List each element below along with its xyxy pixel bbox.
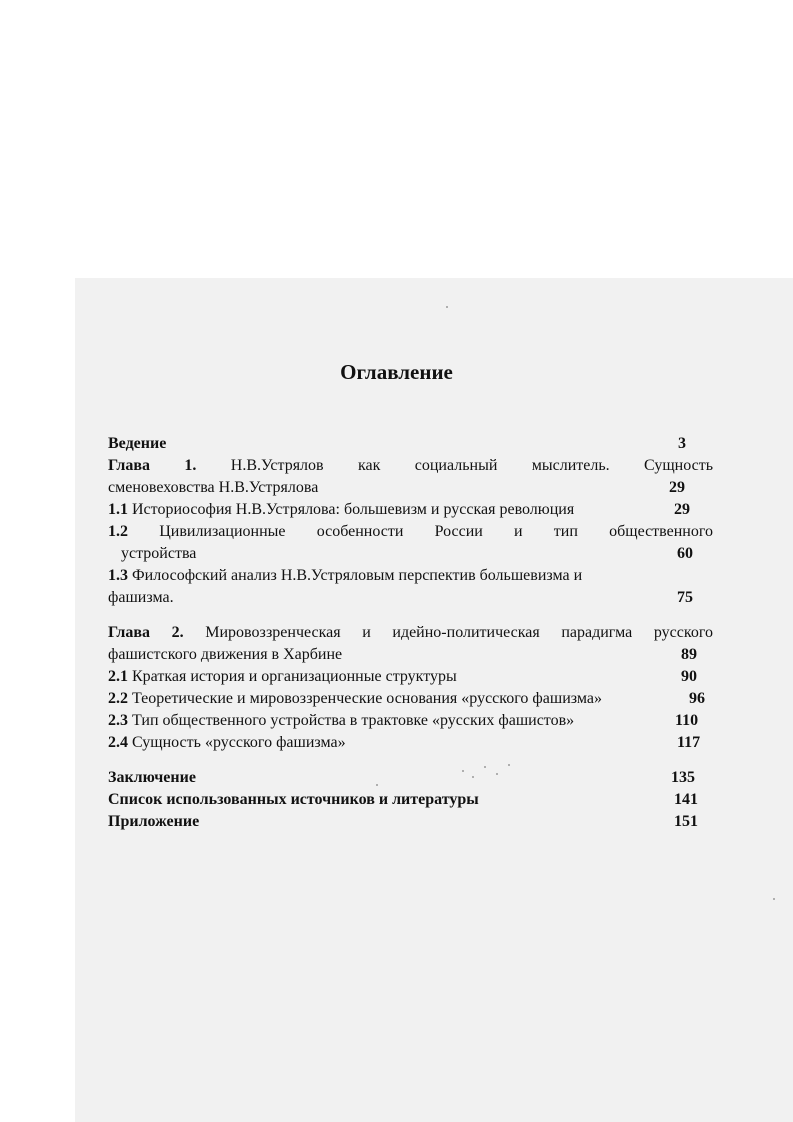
- toc-section-number: 1.1: [108, 501, 128, 518]
- toc-page-number: 29: [669, 479, 685, 496]
- toc-entry-appendix[interactable]: [108, 811, 713, 833]
- toc-label: Приложение: [108, 813, 200, 830]
- toc-text: устройства: [121, 545, 197, 562]
- toc-page-number: 96: [689, 690, 705, 707]
- page-title: Оглавление: [340, 360, 453, 384]
- toc-text: Философский анализ Н.В.Устряловым перспектив большевизма и: [132, 567, 583, 584]
- toc-entry-chapter-1[interactable]: [108, 455, 713, 499]
- toc-line: [108, 543, 713, 565]
- toc-page-number: 75: [677, 589, 693, 606]
- toc-text: фашизма.: [108, 589, 174, 606]
- toc-text: Цивилизационные особенности России и тип общественного: [159, 523, 714, 540]
- toc-entry-conclusion[interactable]: [108, 767, 713, 789]
- toc-page-number: 117: [677, 734, 701, 751]
- toc-entry-intro[interactable]: [108, 433, 713, 455]
- toc-page-number: 29: [674, 501, 690, 518]
- toc-section-number: 2.4: [108, 734, 128, 751]
- toc-section-number: 2.2: [108, 690, 128, 707]
- toc-text: Мировоззренческая и идейно-политическая парадигма русского: [205, 624, 713, 641]
- toc-entry-section-2-1[interactable]: [108, 666, 713, 688]
- toc-line: [108, 521, 713, 543]
- toc-section-number: 2.3: [108, 712, 128, 729]
- toc-line: [108, 622, 713, 644]
- toc-text: Краткая история и организационные структуры: [132, 668, 457, 685]
- table-of-contents: [108, 433, 713, 833]
- toc-section-number: 1.2: [108, 523, 128, 540]
- toc-line: [108, 477, 713, 499]
- scan-speck: [496, 773, 498, 775]
- toc-text: Н.В.Устрялов как социальный мыслитель. Сущность: [230, 457, 713, 474]
- toc-entry-section-2-4[interactable]: [108, 732, 713, 754]
- toc-page-number: 89: [681, 646, 697, 663]
- toc-page-number: 135: [671, 769, 695, 786]
- toc-page-number: 110: [675, 712, 699, 729]
- scan-speck: [472, 776, 474, 778]
- toc-page-number: 141: [674, 791, 698, 808]
- toc-label: Заключение: [108, 769, 196, 786]
- toc-entry-section-2-3[interactable]: [108, 710, 713, 732]
- toc-page-number: 151: [674, 813, 698, 830]
- toc-label: Глава 1.: [108, 457, 197, 474]
- toc-label: Список использованных источников и литературы: [108, 791, 479, 808]
- toc-text: Тип общественного устройства в трактовке «русских фашистов»: [132, 712, 575, 729]
- toc-entry-section-1-3[interactable]: [108, 565, 713, 609]
- toc-line: [108, 587, 713, 609]
- toc-entry-sources[interactable]: [108, 789, 713, 811]
- toc-line: [108, 644, 713, 666]
- toc-page-number: 90: [681, 668, 697, 685]
- toc-entry-section-2-2[interactable]: [108, 688, 713, 710]
- scan-speck: [462, 770, 464, 772]
- scan-speck: [376, 784, 378, 786]
- scan-speck: [508, 764, 510, 766]
- toc-text: Теоретические и мировоззренческие основания «русского фашизма»: [132, 690, 602, 707]
- scan-speck: [484, 766, 486, 768]
- toc-text: Сущность «русского фашизма»: [132, 734, 346, 751]
- scan-speck: [446, 306, 448, 308]
- toc-label: Глава 2.: [108, 624, 184, 641]
- toc-page-number: 3: [678, 435, 686, 452]
- toc-section-number: 1.3: [108, 567, 128, 584]
- toc-section-number: 2.1: [108, 668, 128, 685]
- toc-label: Ведение: [108, 435, 167, 452]
- toc-line: [108, 455, 713, 477]
- toc-text: фашистского движения в Харбине: [108, 646, 343, 663]
- toc-entry-section-1-2[interactable]: [108, 521, 713, 565]
- toc-entry-section-1-1[interactable]: [108, 499, 713, 521]
- toc-text: сменовеховства Н.В.Устрялова: [108, 479, 319, 496]
- toc-page-number: 60: [677, 545, 693, 562]
- toc-entry-chapter-2[interactable]: [108, 622, 713, 666]
- scan-speck: [773, 898, 775, 900]
- toc-line: [108, 565, 713, 587]
- toc-text: Историософия Н.В.Устрялова: большевизм и русская революция: [132, 501, 575, 518]
